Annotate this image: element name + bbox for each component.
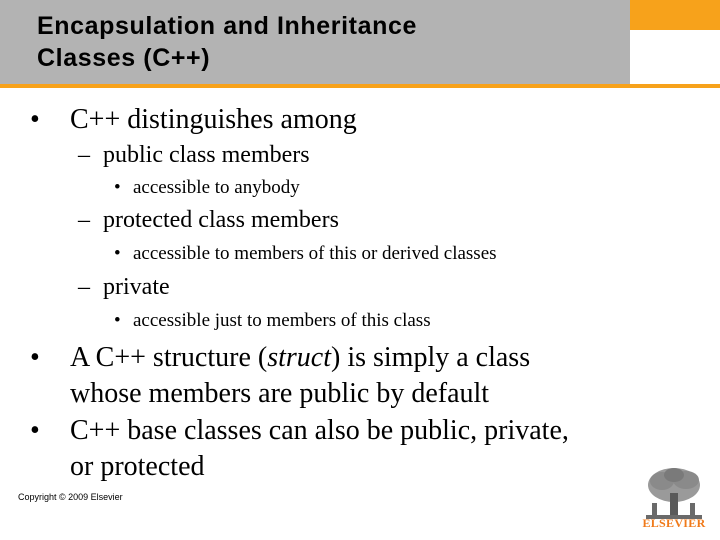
sub-bullet-marker: – — [78, 207, 90, 233]
bullet-text-line-2: or protected — [70, 451, 205, 482]
sub-sub-bullet-text: accessible to anybody — [133, 177, 300, 198]
sub-sub-bullet-text: accessible just to members of this class — [133, 310, 431, 331]
bullet-text-part: A C++ structure ( — [70, 342, 268, 373]
copyright-notice: Copyright © 2009 Elsevier — [18, 492, 123, 502]
sub-bullet-text: public class members — [103, 142, 310, 168]
bullet-text-italic: struct — [267, 342, 331, 373]
sub-sub-bullet-marker: • — [114, 310, 121, 331]
bullet-text: C++ base classes can also be public, private, — [70, 415, 569, 446]
sub-sub-bullet-text: accessible to members of this or derived classes — [133, 243, 497, 264]
bullet-text-part: ) is simply a class — [331, 342, 531, 373]
sub-sub-bullet-marker: • — [114, 177, 121, 198]
sub-bullet-text: private — [103, 274, 170, 300]
bullet-marker: • — [30, 342, 40, 373]
slide-title-line-2: Classes (C++) — [37, 44, 211, 72]
bullet-text: C++ distinguishes among — [70, 104, 357, 135]
sub-bullet-text: protected class members — [103, 207, 339, 233]
bullet-marker: • — [30, 104, 40, 135]
bullet-text-line-2: whose members are public by default — [70, 378, 490, 409]
elsevier-logo-text: ELSEVIER — [642, 516, 706, 530]
bullet-text — [70, 339, 530, 376]
sub-sub-bullet-marker: • — [114, 243, 121, 264]
sub-bullet-marker: – — [78, 274, 90, 300]
sub-bullet-marker: – — [78, 142, 90, 168]
slide-title-line-1: Encapsulation and Inheritance — [37, 12, 417, 40]
bullet-marker: • — [30, 415, 40, 446]
